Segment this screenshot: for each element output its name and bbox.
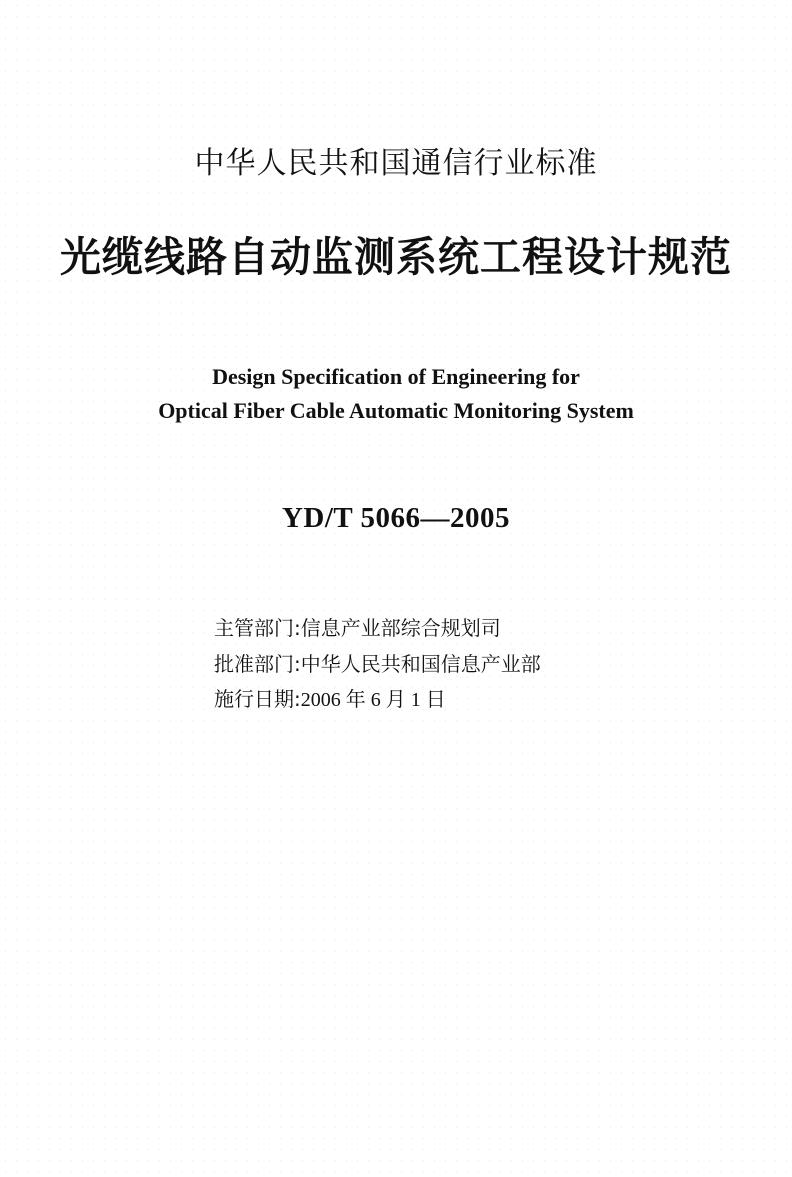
meta-separator: : (294, 652, 301, 676)
meta-label: 主管部门 (214, 616, 294, 640)
meta-row-approving-department (214, 648, 541, 677)
meta-value: 2006 年 6 月 1 日 (300, 689, 446, 711)
english-title-line-2: Optical Fiber Cable Automatic Monitoring System (158, 398, 634, 423)
meta-row-effective-date (214, 683, 446, 712)
meta-row-competent-department (214, 612, 501, 641)
meta-separator: : (294, 687, 301, 711)
meta-value: 信息产业部综合规划司 (300, 616, 501, 640)
meta-label: 施行日期 (214, 687, 294, 711)
standard-body-heading: 中华人民共和国通信行业标准 (194, 146, 598, 181)
meta-label: 批准部门 (214, 652, 294, 676)
meta-separator: : (294, 616, 301, 640)
chinese-title: 光缆线路自动监测系统工程设计规范 (60, 233, 732, 281)
standard-code: YD/T 5066—2005 (281, 502, 510, 534)
english-title-line-1: Design Specification of Engineering for (212, 364, 580, 389)
meta-value: 中华人民共和国信息产业部 (300, 652, 541, 676)
